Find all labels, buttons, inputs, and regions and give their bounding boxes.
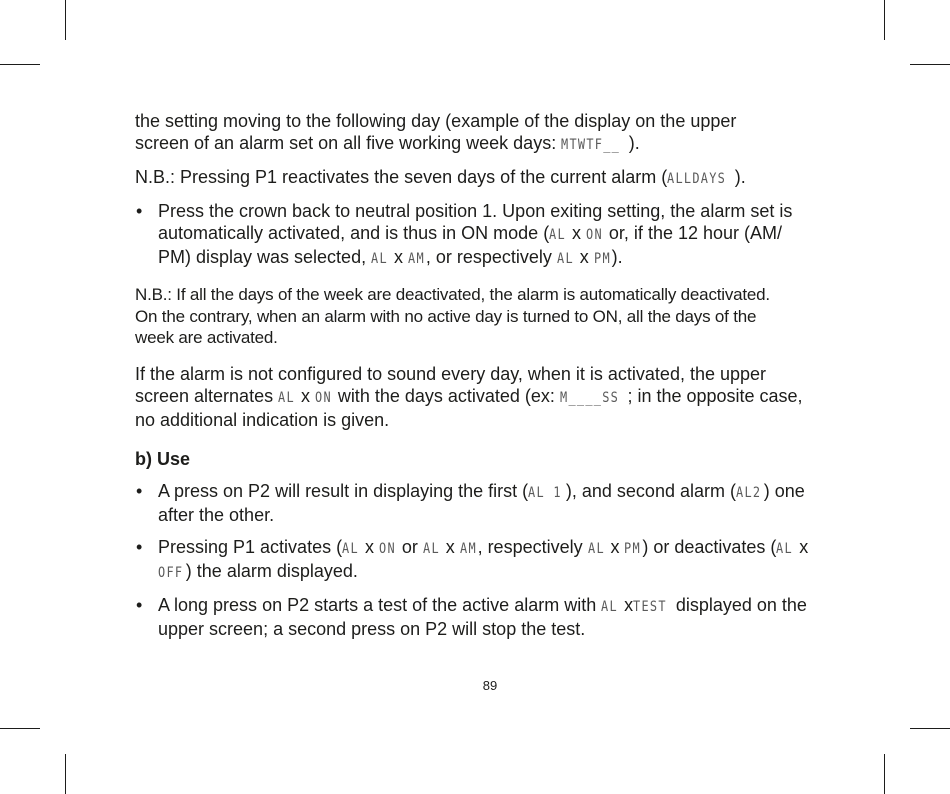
text-line: upper screen; a second press on P2 will stop the test. — [158, 618, 586, 639]
lcd-display-text: ON — [586, 227, 603, 243]
lcd-display-text: OFF — [158, 564, 184, 581]
crop-mark-top-left-h — [0, 64, 40, 65]
lcd-display-text: AL — [556, 251, 574, 267]
continued-paragraph — [135, 110, 847, 156]
lcd-display-text: AL — [601, 598, 619, 615]
text-line: ) one — [763, 480, 805, 501]
text-line: x — [574, 247, 594, 267]
text-line: N.B.: Pressing P1 reactivates the seven days of the current alarm ( — [135, 167, 668, 187]
lcd-display-text: AM — [407, 251, 425, 267]
page-content — [135, 110, 847, 640]
lcd-display-text: AL — [278, 389, 295, 406]
crop-mark-bottom-right — [884, 754, 885, 794]
section-heading: b) Use — [135, 448, 191, 469]
text-line: automatically activated, and is thus in ON mode ( — [158, 223, 550, 243]
text-line: or, if the 12 hour (AM/ — [603, 223, 783, 243]
text-line: no additional indication is given. — [135, 409, 390, 430]
bullet-icon: • — [136, 480, 143, 501]
text-line: week are activated. — [135, 328, 278, 347]
text-line: On the contrary, when an alarm with no active day is turned to ON, all the days of the — [135, 306, 757, 326]
lcd-display-text: TEST — [633, 598, 667, 615]
text-line: after the other. — [158, 504, 275, 525]
text-line: A long press on P2 starts a test of the active alarm with — [158, 594, 602, 615]
text-line: x — [388, 247, 408, 267]
bullet-item — [135, 594, 847, 640]
lcd-display-text: AL 1 — [528, 484, 562, 501]
text-line: PM) display was selected, — [158, 247, 372, 267]
crop-mark-bottom-left-h — [0, 728, 40, 729]
text-line: If the alarm is not configured to sound every day, when it is activated, the upper — [135, 363, 767, 384]
lcd-display-text: AL — [422, 540, 440, 557]
paragraph-not-every-day — [135, 363, 847, 431]
text-line: x — [359, 536, 379, 557]
text-line: ). — [734, 167, 746, 187]
note-all-days — [135, 284, 847, 349]
lcd-display-text: AL — [776, 540, 794, 557]
text-line: A press on P2 will result in displaying the first ( — [158, 480, 529, 501]
text-line: x — [440, 536, 460, 557]
bullet-item — [135, 200, 847, 270]
lcd-display-text: AL — [342, 540, 359, 557]
note-reactivate — [135, 166, 847, 190]
lcd-display-text: ON — [378, 540, 396, 557]
crop-mark-bottom-right-h — [910, 728, 950, 729]
text-line: Press the crown back to neutral position 1. Upon exiting setting, the alarm set is — [158, 201, 793, 221]
crop-mark-top-left — [65, 0, 66, 40]
text-line: ). — [611, 247, 623, 267]
text-line: x — [295, 385, 315, 406]
text-line: ). — [628, 133, 640, 153]
text-line: x — [605, 536, 625, 557]
lcd-display-text: AL — [549, 227, 567, 243]
page-number: 89 — [482, 678, 498, 693]
text-line: x — [567, 223, 587, 243]
lcd-display-text: ALLDAYS — [667, 171, 727, 187]
text-line: with the days activated (ex: — [332, 385, 560, 406]
lcd-display-text: AM — [459, 540, 477, 557]
text-line: x — [794, 536, 809, 557]
text-line: screen of an alarm set on all five working week days: — [135, 133, 562, 153]
text-line: ) the alarm displayed. — [185, 560, 358, 581]
text-line: displayed on the — [670, 594, 807, 615]
text-line: screen alternates — [135, 385, 279, 406]
lcd-display-text: M____SS — [559, 389, 620, 406]
text-line: ), and second alarm ( — [565, 480, 736, 501]
lcd-display-text: ON — [314, 389, 332, 406]
bullet-item — [135, 480, 847, 526]
lcd-display-text: AL2 — [735, 484, 762, 501]
bullet-item — [135, 536, 847, 584]
bullet-icon: • — [136, 536, 143, 557]
lcd-display-text: PM — [593, 251, 611, 267]
text-line: the setting moving to the following day (example of the display on the upper — [135, 111, 737, 131]
text-line: ) or deactivates ( — [642, 536, 777, 557]
bullet-icon: • — [136, 594, 143, 615]
crop-mark-top-right — [884, 0, 885, 40]
crop-mark-top-right-h — [910, 64, 950, 65]
bullet-icon: • — [136, 201, 143, 221]
text-line: N.B.: If all the days of the week are deactivated, the alarm is automatically deactivated. — [135, 285, 770, 304]
text-line: , or respectively — [425, 247, 557, 267]
lcd-display-text: MTWTF__ — [561, 137, 621, 153]
crop-mark-bottom-left — [65, 754, 66, 794]
text-line: , respectively — [477, 536, 588, 557]
lcd-display-text: AL — [587, 540, 605, 557]
text-line: ; in the opposite case, — [627, 385, 803, 406]
lcd-display-text: PM — [624, 540, 642, 557]
text-line: Pressing P1 activates ( — [158, 536, 343, 557]
lcd-display-text: AL — [371, 251, 388, 267]
text-line: x — [619, 594, 634, 615]
text-line: or — [396, 536, 423, 557]
